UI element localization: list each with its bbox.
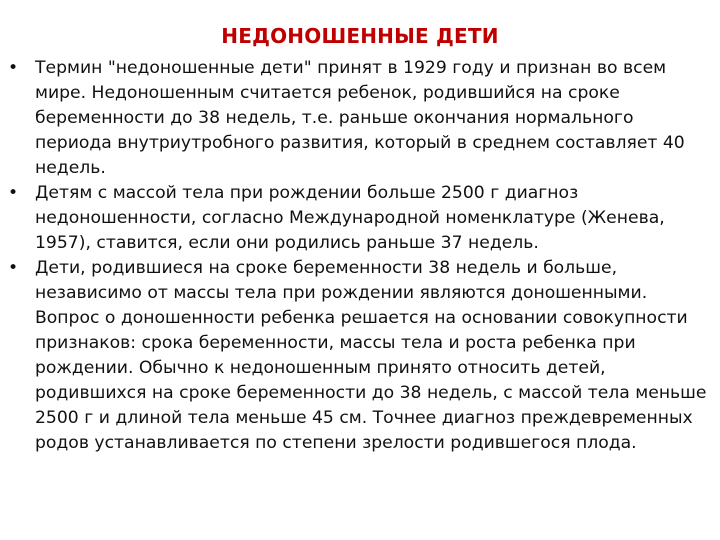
slide-title: НЕДОНОШЕННЫЕ ДЕТИ [221,24,499,48]
bullet-marker: • [8,58,19,78]
bullet-text: Термин "недоношенные дети" принят в 1929 году и признан во всем мире. Недоношенным считается ребенок, родившийся на сроке беременности до 38 недель, т.е. раньше окончания нормального периода внутриутробного развития, который в среднем составляет 40 недель. [35,58,685,178]
bullet-text: Дети, родившиеся на сроке беременности 38 недель и больше, независимо от массы тела при рождении являются доношенными. Вопрос о доношенности ребенка решается на основании совокупности признаков: срока беременности, массы тела и роста ребенка при рождении. Обычно к недоношенным принято относить детей, родившихся на сроке беременности до 38 недель, с массой тела меньше 2500 г и длиной тела меньше 45 см. Точнее диагноз преждевременных родов устанавливается по степени зрелости родившегося плода. [35,258,707,453]
bullet-text: Детям с массой тела при рождении больше 2500 г диагноз недоношенности, согласно Международной номенклатуре (Женева, 1957), ставится, если они родились раньше 37 недель. [35,183,665,253]
bullet-item [8,181,714,256]
bullet-marker: • [8,183,19,203]
bullet-item [8,256,714,456]
bullet-marker: • [8,258,19,278]
bullet-item [8,56,714,181]
bullet-list [8,56,714,456]
